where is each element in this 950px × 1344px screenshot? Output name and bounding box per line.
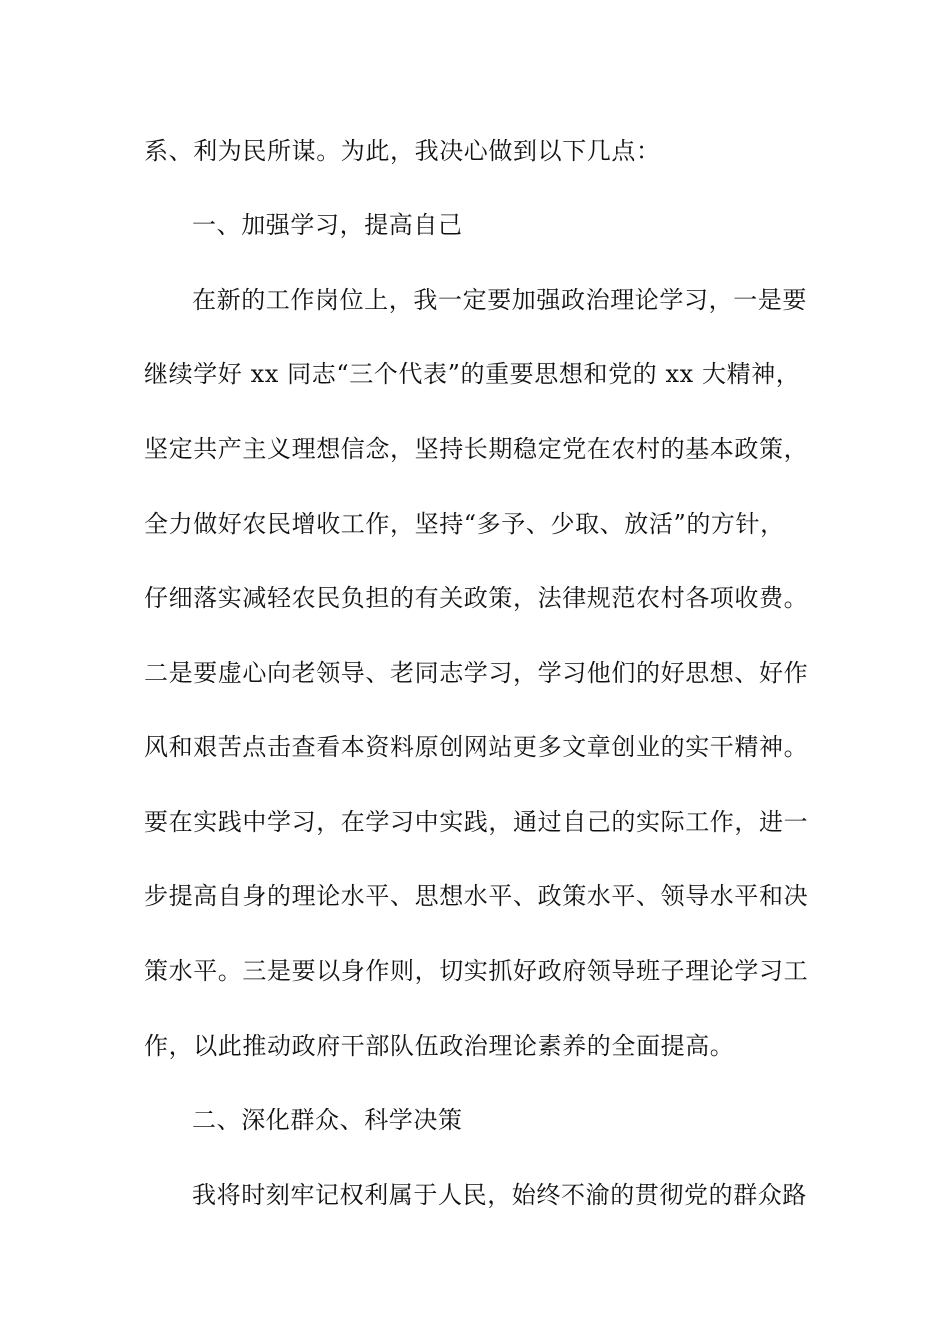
text-line-10: 要在实践中学习，在学习中实践，通过自己的实际工作，进一 (144, 808, 809, 836)
text-line-13: 作，以此推动政府干部队伍政治理论素养的全面提高。 (144, 1032, 735, 1060)
text-line-5: 坚定共产主义理想信念，坚持长期稳定党在农村的基本政策， (144, 435, 809, 463)
section-heading-1: 一、加强学习，提高自己 (192, 211, 463, 239)
paragraph-line-start-2: 我将时刻牢记权利属于人民，始终不渝的贯彻党的群众路 (192, 1181, 807, 1209)
text-line-9: 风和艰苦点击查看本资料原创网站更多文章创业的实干精神。 (144, 733, 809, 761)
text-line-8: 二是要虚心向老领导、老同志学习，学习他们的好思想、好作 (144, 659, 809, 687)
text-line-6: 全力做好农民增收工作，坚持“多予、少取、放活”的方针， (144, 510, 785, 538)
text-line-7: 仔细落实减轻农民负担的有关政策，法律规范农村各项收费。 (144, 584, 809, 612)
text-line-1: 系、利为民所谋。为此，我决心做到以下几点： (144, 137, 661, 165)
paragraph-line-start: 在新的工作岗位上，我一定要加强政治理论学习，一是要 (192, 286, 807, 314)
text-line-11: 步提高自身的理论水平、思想水平、政策水平、领导水平和决 (144, 882, 809, 910)
text-line-4: 继续学好 xx 同志“三个代表”的重要思想和党的 xx 大精神， (144, 360, 801, 388)
section-heading-2: 二、深化群众、科学决策 (192, 1106, 463, 1134)
text-line-12: 策水平。三是要以身作则，切实抓好政府领导班子理论学习工 (144, 957, 809, 985)
